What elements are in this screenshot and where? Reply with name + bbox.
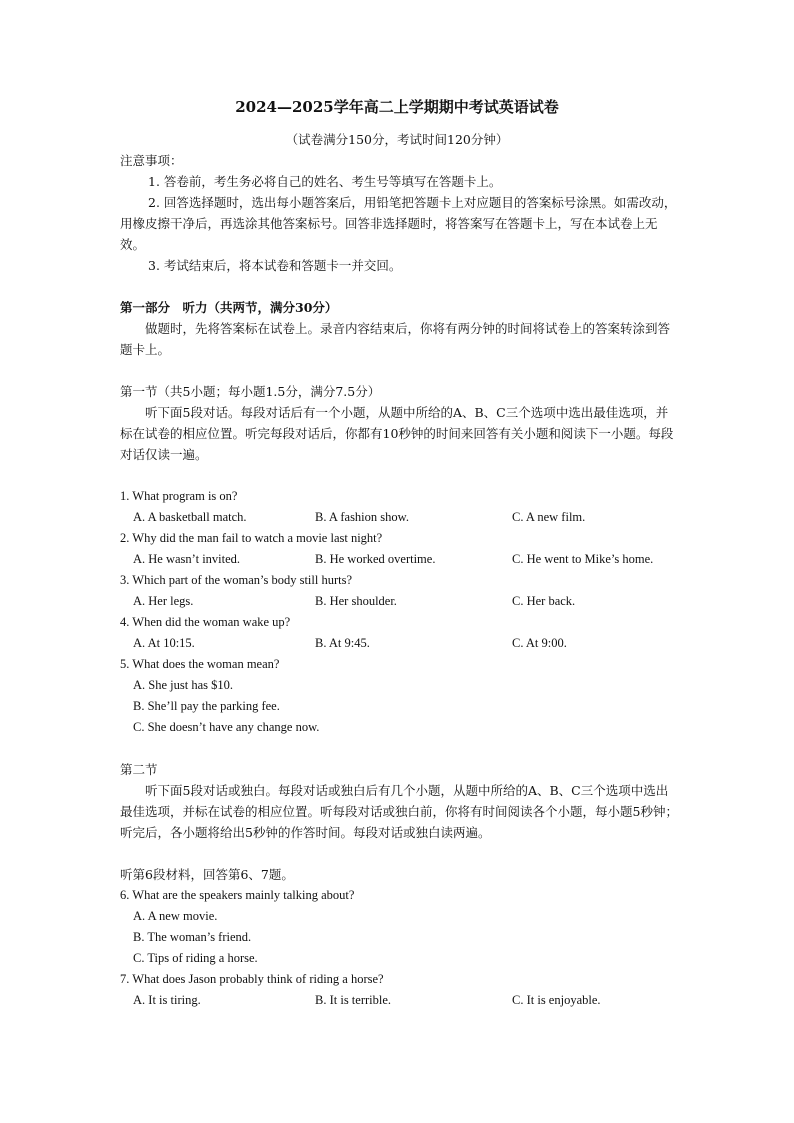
notice-item: 1. 答卷前，考生务必将自己的姓名、考生号等填写在答题卡上。 — [148, 174, 502, 189]
option-b: B. Her shoulder. — [315, 594, 397, 608]
option-c: C. A new film. — [512, 510, 586, 524]
option-b: B. He worked overtime. — [315, 552, 436, 566]
option-b: B. At 9:45. — [315, 636, 370, 650]
option-b: B. She’ll pay the parking fee. — [133, 699, 280, 713]
option-a: A. A new movie. — [133, 909, 218, 923]
exam-subtitle: （试卷满分150分，考试时间120分钟） — [285, 132, 509, 147]
question-text: 4. When did the woman wake up? — [120, 615, 291, 629]
question-text: 2. Why did the man fail to watch a movie last night? — [120, 531, 383, 545]
part1-intro: 做题时，先将答案标在试卷上。录音内容结束后，你将有两分钟的时间将试卷上的答案转涂到答题卡上。 — [120, 321, 671, 357]
option-c: C. It is enjoyable. — [512, 993, 601, 1007]
section1-intro: 听下面5段对话。每段对话后有一个小题，从题中所给的A、B、C三个选项中选出最佳选项，并标在试卷的相应位置。听完每段对话后，你都有10秒钟的时间来回答有关小题和阅读下一小题。每段对话仅读一遍。 — [120, 405, 674, 462]
option-a: A. She just has $10. — [133, 678, 233, 692]
question-text: 7. What does Jason probably think of riding a horse? — [120, 972, 384, 986]
option-a: A. He wasn’t invited. — [133, 552, 241, 566]
question-text: 3. Which part of the woman’s body still hurts? — [120, 573, 353, 587]
notice-heading: 注意事项： — [120, 153, 183, 168]
exam-content — [120, 150, 680, 1011]
option-b: B. The woman’s friend. — [133, 930, 252, 944]
option-row — [120, 507, 680, 528]
option-c: C. She doesn’t have any change now. — [133, 720, 320, 734]
question-text: 5. What does the woman mean? — [120, 657, 280, 671]
page-title: 2024—2025学年高二上学期期中考试英语试卷 — [235, 98, 559, 116]
option-row — [120, 549, 680, 570]
option-b: B. It is terrible. — [315, 993, 392, 1007]
part1-heading: 第一部分 听力（共两节，满分30分） — [120, 300, 338, 315]
option-row — [120, 591, 680, 612]
question-text: 1. What program is on? — [120, 489, 238, 503]
option-a: A. It is tiring. — [133, 993, 201, 1007]
option-a: A. A basketball match. — [133, 510, 247, 524]
notice-item: 2. 回答选择题时，选出每小题答案后，用铅笔把答题卡上对应题目的答案标号涂黑。如需改动，用橡皮擦干净后，再选涂其他答案标号。回答非选择题时，将答案写在答题卡上，写在本试卷上无效。 — [120, 195, 677, 252]
option-c: C. Her back. — [512, 594, 576, 608]
option-a: A. Her legs. — [133, 594, 194, 608]
question-text: 6. What are the speakers mainly talking about? — [120, 888, 355, 902]
option-row — [120, 633, 680, 654]
option-a: A. At 10:15. — [133, 636, 195, 650]
section1-heading: 第一节（共5小题；每小题1.5分，满分7.5分） — [120, 384, 381, 399]
option-c: C. At 9:00. — [512, 636, 567, 650]
option-row — [120, 990, 680, 1011]
option-b: B. A fashion show. — [315, 510, 409, 524]
material-label: 听第6段材料，回答第6、7题。 — [120, 867, 294, 882]
section2-heading: 第二节 — [120, 762, 158, 777]
section2-intro: 听下面5段对话或独白。每段对话或独白后有几个小题，从题中所给的A、B、C三个选项中选出最佳选项，并标在试卷的相应位置。听每段对话或独白前，你将有时间阅读各个小题，每小题5秒钟；听完后，各小题将给出5秒钟的作答时间。每段对话或独白读两遍。 — [120, 783, 678, 840]
option-c: C. He went to Mike’s home. — [512, 552, 654, 566]
notice-item: 3. 考试结束后，将本试卷和答题卡一并交回。 — [148, 258, 402, 273]
option-c: C. Tips of riding a horse. — [133, 951, 258, 965]
